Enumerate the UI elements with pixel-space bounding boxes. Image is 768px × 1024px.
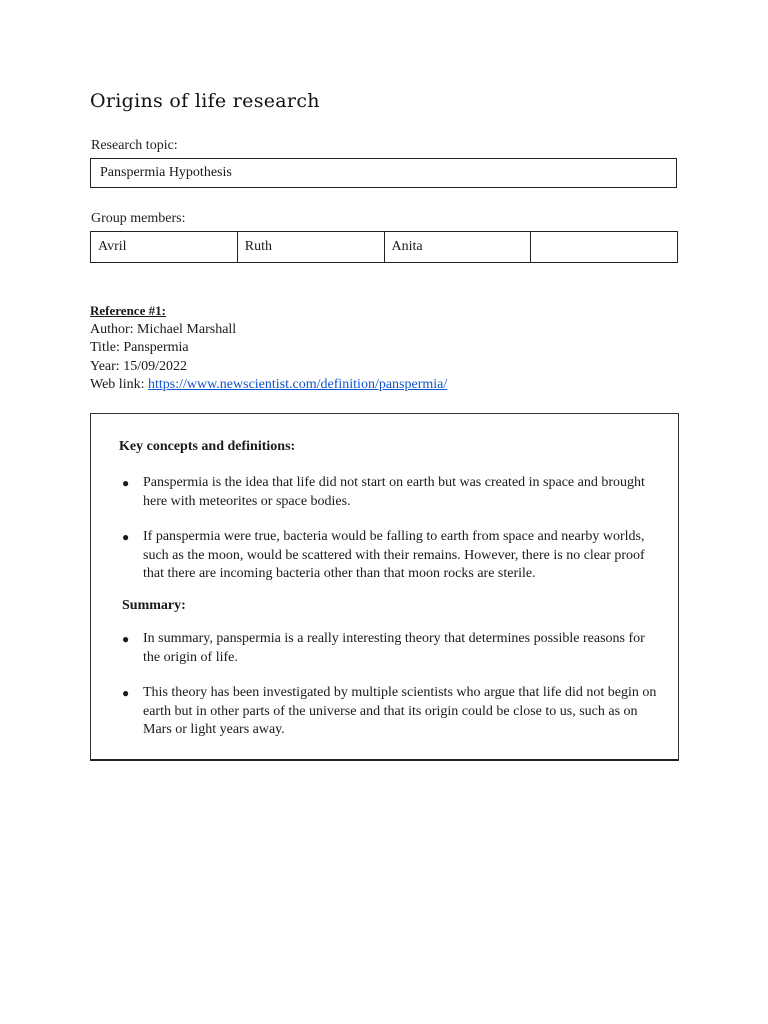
member-cell-2[interactable]: Ruth: [237, 232, 384, 263]
bullet-icon: ●: [122, 686, 130, 700]
bullet-icon: ●: [122, 530, 130, 544]
research-topic-field[interactable]: [90, 158, 677, 188]
table-row: [91, 232, 678, 263]
group-members-table: [90, 231, 678, 263]
summary-heading: Summary:: [122, 598, 186, 613]
reference-heading: Reference #1:: [90, 303, 166, 318]
member-cell-3[interactable]: Anita: [384, 232, 531, 263]
reference-year: Year: 15/09/2022: [90, 358, 187, 374]
list-item: [122, 684, 662, 740]
member-cell-4[interactable]: [531, 232, 678, 263]
list-item: [122, 474, 662, 511]
group-members-label: Group members:: [91, 211, 186, 226]
page-title: Origins of life research: [90, 90, 320, 112]
list-item: [122, 630, 662, 667]
weblink-url[interactable]: https://www.newscientist.com/definition/panspermia/: [147, 377, 448, 392]
key-concepts-heading: Key concepts and definitions:: [119, 439, 296, 454]
reference-weblink: [90, 376, 447, 395]
key-concept-text-1: Panspermia is the idea that life did not start on earth but was created in space and brought here with meteorites or space bodies.: [143, 475, 645, 509]
reference-author: Author: Michael Marshall: [90, 321, 237, 337]
research-topic-value: Panspermia Hypothesis: [100, 165, 232, 180]
notes-box: [90, 413, 679, 761]
summary-text-1: In summary, panspermia is a really interesting theory that determines possible reasons for the origin of life.: [143, 631, 645, 665]
weblink-label: Web link:: [90, 377, 148, 392]
summary-text-2: This theory has been investigated by multiple scientists who argue that life did not begin on earth but in other parts of the universe and that its origin could be close to us, such as on Mars or light years away.: [143, 685, 657, 737]
key-concept-text-2: If panspermia were true, bacteria would be falling to earth from space and nearby worlds, such as the moon, would be scattered with their remains. However, there is no clear proof that there are incoming bacteria other than that moon rocks are sterile.: [143, 529, 645, 581]
research-topic-label: Research topic:: [91, 138, 178, 153]
member-cell-1[interactable]: Avril: [91, 232, 238, 263]
reference-title: Title: Panspermia: [90, 340, 189, 355]
list-item: [122, 528, 662, 584]
bullet-icon: ●: [122, 476, 130, 490]
bullet-icon: ●: [122, 632, 130, 646]
reference-block: [90, 302, 447, 395]
